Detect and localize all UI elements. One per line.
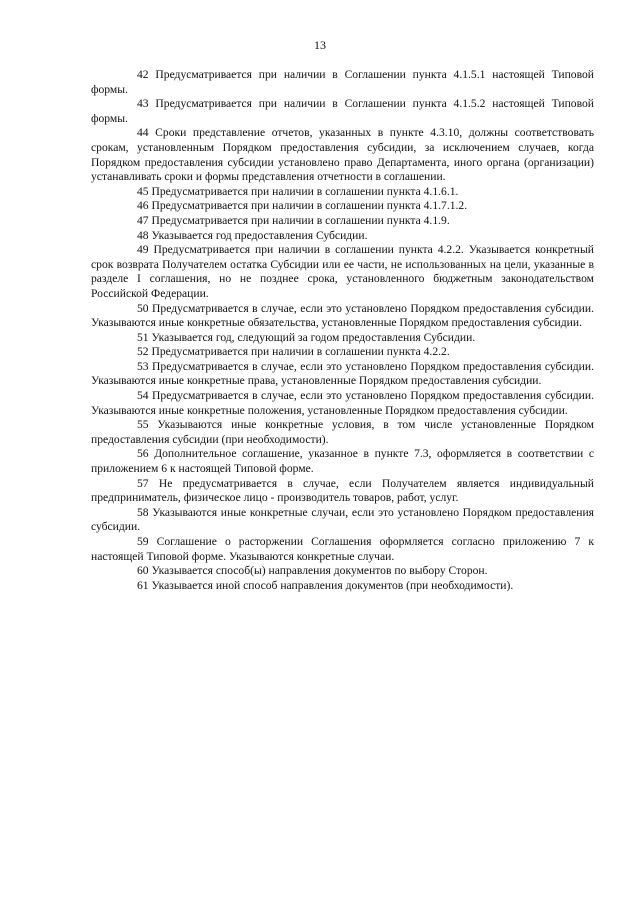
footnote-42: 42 Предусматривается при наличии в Соглашении пункта 4.1.5.1 настоящей Типовой формы.	[91, 68, 594, 96]
footnote-47: 47 Предусматривается при наличии в соглашении пункта 4.1.9.	[137, 213, 450, 227]
footnote-50: 50 Предусматривается в случае, если это установлено Порядком предоставления субсидии. Указываются иные конкретные обязательства, установленные Порядком предоставления субсидии.	[91, 301, 594, 330]
footnote-43: 43 Предусматривается при наличии в Соглашении пункта 4.1.5.2 настоящей Типовой формы.	[91, 97, 594, 125]
footnote-53: 53 Предусматривается в случае, если это установлено Порядком предоставления субсидии. Указываются иные конкретные права, установленные Порядком предоставления субсидии.	[91, 359, 594, 388]
footnote-55: 55 Указываются иные конкретные условия, в том числе установленные Порядком предоставления субсидии (при необходимости).	[91, 418, 594, 446]
footnote-52: 52 Предусматривается при наличии в соглашении пункта 4.2.2.	[137, 345, 450, 359]
footnote-49: 49 Предусматривается при наличии в соглашении пункта 4.2.2. Указывается конкретный срок возврата Получателем остатка Субсидии или ее части, не использованных на цели, указанные в разделе I соглашения, но не позднее срока, установленного бюджетным законодательством Российской Федерации.	[91, 243, 594, 300]
page-number: 13	[314, 38, 326, 52]
footnote-48: 48 Указывается год предоставления Субсидии.	[137, 228, 368, 242]
footnote-61: 61 Указывается иной способ направления документов (при необходимости).	[137, 578, 514, 592]
footnote-45: 45 Предусматривается при наличии в соглашении пункта 4.1.6.1.	[137, 184, 459, 198]
footnote-60: 60 Указывается способ(ы) направления документов по выбору Сторон.	[137, 564, 488, 578]
footnote-51: 51 Указывается год, следующий за годом предоставления Субсидии.	[137, 330, 476, 344]
footnote-57: 57 Не предусматривается в случае, если Получателем является индивидуальный предприниматель, физическое лицо - производитель товаров, работ, услуг.	[91, 476, 594, 505]
footnote-59: 59 Соглашение о расторжении Соглашения оформляется согласно приложению 7 к настоящей Типовой форме. Указываются конкретные случаи.	[91, 535, 594, 563]
footnote-56: 56 Дополнительное соглашение, указанное в пункте 7.3, оформляется в соответствии с приложением 6 к настоящей Типовой форме.	[91, 447, 594, 476]
footnote-54: 54 Предусматривается в случае, если это установлено Порядком предоставления субсидии. Указываются иные конкретные положения, установленные Порядком предоставления субсидии.	[91, 389, 594, 417]
footnote-46: 46 Предусматривается при наличии в соглашении пункта 4.1.7.1.2.	[137, 199, 468, 213]
footnote-44: 44 Сроки представление отчетов, указанных в пункте 4.3.10, должны соответствовать срокам, установленным Порядком предоставления субсидии, за исключением случаев, когда Порядком предоставления субсидии установлено право Департамента, иного органа (организации) устанавливать сроки и формы представления отчетности в соглашении.	[91, 126, 594, 184]
footnote-58: 58 Указываются иные конкретные случаи, если это установлено Порядком предоставления субсидии.	[91, 505, 594, 534]
footnotes-list	[91, 68, 594, 593]
